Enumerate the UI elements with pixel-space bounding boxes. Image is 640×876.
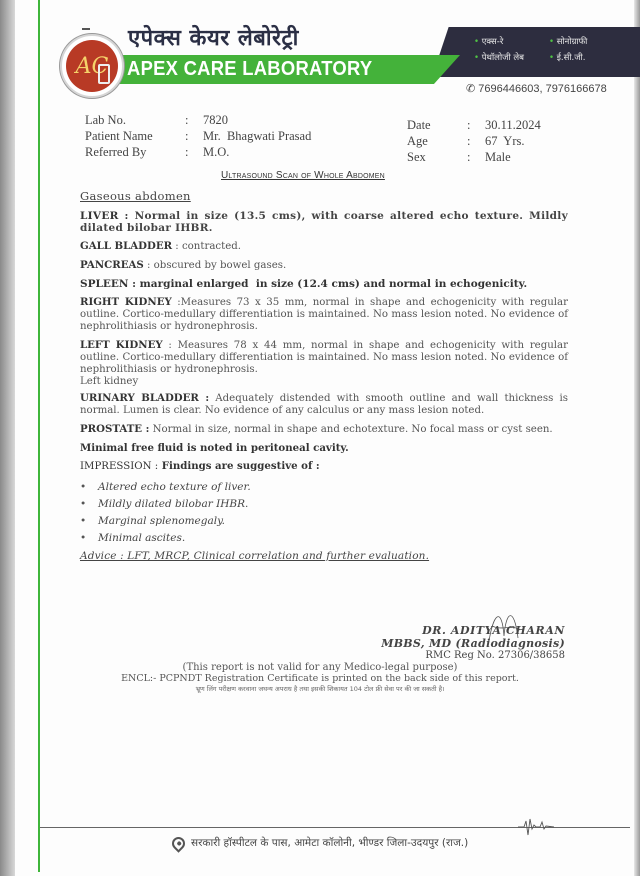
finding-right-kidney [80, 296, 568, 333]
info-colon: : [467, 118, 471, 132]
info-label: Patient Name [85, 129, 153, 143]
hindi-warning: भ्रूण लिंग परीक्षण करवाना जघन्य अपराध है तथा इसकी शिकायत 104 टोल फ्री सेवा पर की जा सकती है। [195, 685, 445, 693]
info-label: Lab No. [85, 113, 126, 127]
finding-text: : Measures 78 x 44 mm, normal in shape and echogenicity with regular outline. Cortico-medullary differentiation is maintained. No mass lesion noted. No evidence of nephrolithiasis or hydronephrosis. [80, 340, 569, 375]
doctor-registration: RMC Reg No. 27306/38658 [425, 650, 565, 661]
gaseous-note: Gaseous abdomen [80, 189, 191, 203]
address-line [172, 836, 468, 850]
organ-label: URINARY BLADDER : [80, 392, 210, 404]
finding-spleen [80, 278, 568, 290]
organ-label: GALL BLADDER [80, 240, 173, 252]
info-value: Male [485, 150, 511, 164]
info-value: M.O. [203, 145, 230, 159]
address-text: सरकारी हॉस्पीटल के पास, आमेटा कॉलोनी, भीण्डर जिला-उदयपुर (राज.) [191, 837, 469, 849]
patient-info-right [407, 117, 541, 165]
service-item: • एक्स-रे [474, 36, 549, 47]
report-title: Ultrasound Scan of Whole Abdomen [221, 170, 385, 181]
logo-text: AC [75, 53, 109, 79]
lab-logo [60, 34, 124, 98]
doctor-name: DR. ADITYA CHARAN [422, 624, 565, 637]
lab-name-hindi: एपेक्स केयर लेबोरेट्री [128, 26, 299, 51]
info-colon: : [185, 145, 189, 159]
finding-text: marginal enlarged in size (12.4 cms) and normal in echogenicity. [136, 278, 528, 290]
finding-gall-bladder [80, 240, 568, 253]
location-pin-icon [169, 834, 187, 852]
finding-prostate [80, 423, 568, 436]
ecg-icon [518, 817, 554, 839]
report-body [80, 190, 568, 568]
impression-list [80, 481, 568, 544]
lab-name-english: APEX CARE LABORATORY [127, 58, 373, 80]
advice-line: Advice : LFT, MRCP, Clinical correlation and further evaluation. [80, 550, 430, 562]
impression-item: • Marginal splenomegaly. [80, 515, 568, 527]
info-row-date [407, 117, 541, 133]
organ-label: LEFT KIDNEY [80, 339, 163, 351]
info-row-age [407, 133, 541, 149]
info-colon: : [467, 150, 471, 164]
phone-icon: ✆ [466, 83, 479, 95]
finding-text: :Measures 73 x 35 mm, normal in shape and echogenicity with regular outline. Cortico-medullary differentiation is maintained. No mass lesion noted. No evidence of nephrolithiasis or hydronephrosis. [80, 297, 568, 332]
patient-info-left [85, 112, 311, 160]
signature-block [381, 624, 565, 661]
info-value: 30.11.2024 [485, 118, 541, 132]
finding-text: : obscured by bowel gases. [143, 260, 287, 271]
info-label: Age [407, 134, 428, 148]
legal-disclaimer: (This report is not valid for any Medico-legal purpose) [182, 662, 458, 673]
organ-label: RIGHT KIDNEY [80, 296, 172, 308]
free-fluid-note: Minimal free fluid is noted in peritoneal cavity. [80, 442, 349, 454]
impression-heading [80, 460, 568, 473]
finding-text: Normal in size, normal in shape and echotexture. No focal mass or cyst seen. [149, 424, 553, 435]
finding-liver [80, 210, 568, 234]
organ-label: SPLEEN : [80, 278, 136, 290]
finding-text: Normal in size (13.5 cms), with coarse altered echo texture. Mildly dilated bilobar IHBR. [80, 210, 568, 234]
info-colon: : [185, 129, 189, 143]
service-item: • पेथॉलोजी लेब [474, 52, 549, 63]
scan-edge-left [0, 0, 15, 876]
info-row-referred-by [85, 144, 311, 160]
margin-line [38, 0, 40, 872]
info-row-patient-name [85, 128, 311, 144]
phone-line [466, 82, 607, 95]
impression-label: IMPRESSION : [80, 461, 159, 472]
services-list [474, 36, 624, 63]
impression-item: • Altered echo texture of liver. [80, 481, 568, 493]
finding-extra: Left kidney [80, 376, 139, 387]
service-item: • ई.सी.जी. [549, 52, 624, 63]
info-value: 7820 [203, 113, 228, 127]
finding-pancreas [80, 259, 568, 272]
info-colon: : [185, 113, 189, 127]
organ-label: PROSTATE : [80, 423, 150, 435]
impression-item: • Minimal ascites. [80, 532, 568, 544]
info-label: Referred By [85, 145, 147, 159]
scan-edge-right [634, 0, 640, 876]
info-value: 67 Yrs. [485, 134, 525, 148]
pcpndt-note: ENCL:- PCPNDT Registration Certificate is printed on the back side of this report. [121, 673, 519, 684]
microscope-icon [98, 64, 110, 84]
footer-notes [100, 662, 540, 693]
finding-urinary-bladder [80, 392, 568, 417]
impression-item: • Mildly dilated bilobar IHBR. [80, 498, 568, 510]
info-colon: : [467, 134, 471, 148]
phone-numbers: 7696446603, 7976166678 [478, 83, 607, 95]
info-row-sex [407, 149, 541, 165]
doctor-qualification: MBBS, MD (Radiodiagnosis) [381, 637, 565, 650]
service-item: • सोनोग्राफी [549, 36, 624, 47]
info-label: Sex [407, 150, 426, 164]
info-label: Date [407, 118, 431, 132]
organ-label: PANCREAS [80, 259, 144, 271]
finding-text: Adequately distended with smooth outline and wall thickness is normal. Lumen is clear. No evidence of any calculus or any mass lesion noted. [80, 393, 568, 416]
impression-text: Findings are suggestive of : [158, 460, 320, 472]
info-row-lab-no [85, 112, 311, 128]
logo-emblem [66, 40, 118, 92]
finding-left-kidney [80, 339, 568, 388]
organ-label: LIVER : [80, 210, 129, 222]
finding-text: : contracted. [172, 241, 241, 252]
info-value: Mr. Bhagwati Prasad [203, 129, 312, 143]
decorative-dash [82, 18, 112, 24]
